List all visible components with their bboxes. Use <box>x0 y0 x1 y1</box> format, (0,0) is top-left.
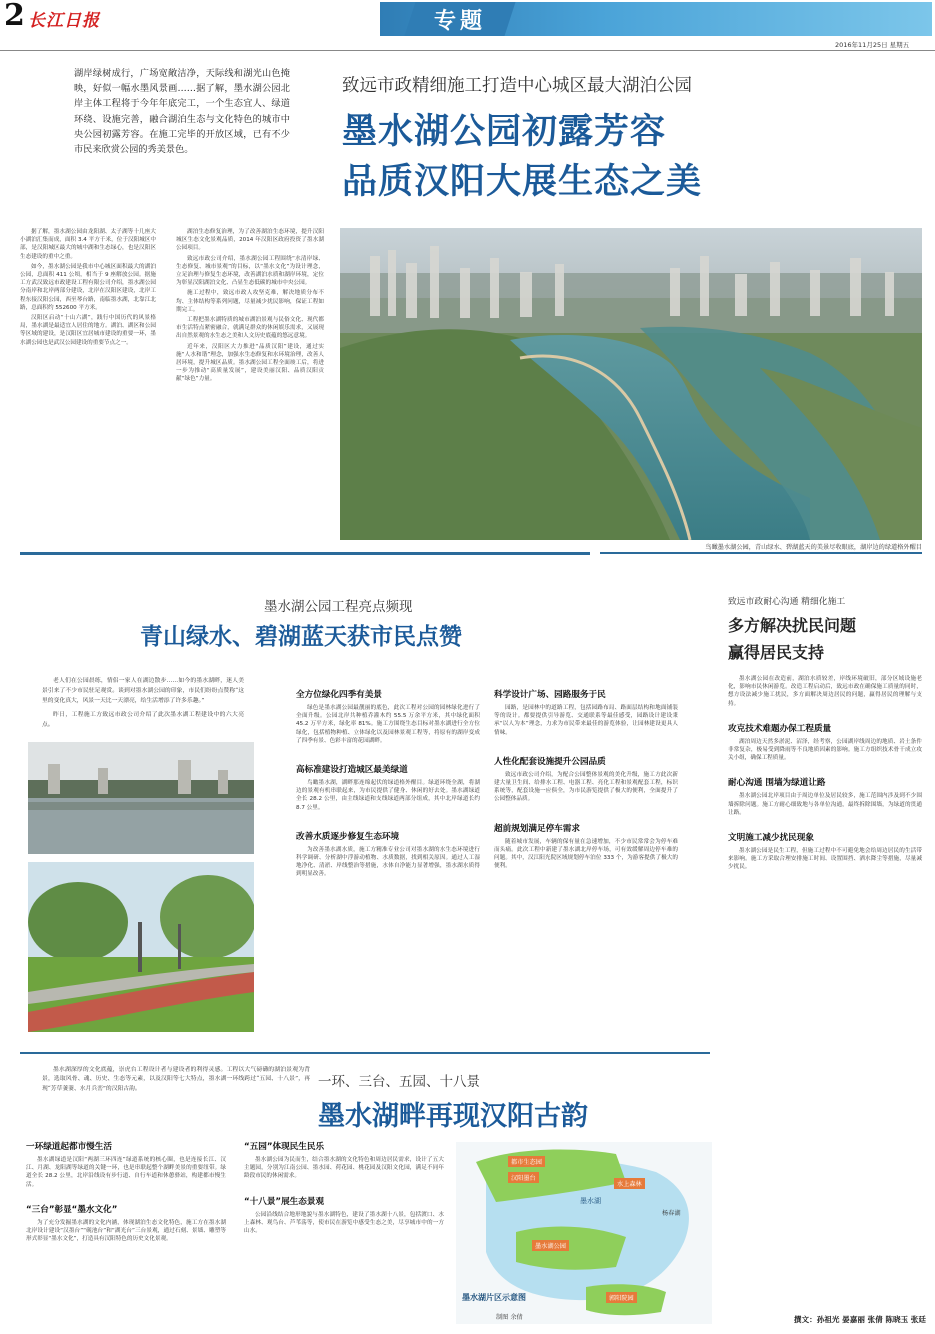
subsection-body: 随着城市发展，车辆的保有量在急速增加，不少市民常常会为停车难而头痛。此次工程中新建了墨水湖北岸停车场，可有效缓解周边停车难的问题。其中，汉江阳光院区域规划停车泊位 333 个，为游客提供了极大的便利。 <box>494 838 678 870</box>
map-label: 墨水湖公园 <box>532 1240 569 1251</box>
sidebar-title-2: 赢得居民支持 <box>728 643 825 662</box>
subsection-heading: 耐心沟通 围墙为绿道让路 <box>728 778 826 789</box>
subsection <box>244 1140 444 1181</box>
intro-paragraph: 近年来，汉阳区大力推进“品质汉阳”建设，通过实施“人水和谐”理念，加强水生态修复和水环境治理，改善人居环境，提升城区品质。墨水湖公园工程全面竣工后，将进一步为推动“高质量发展”，建设美丽汉阳、品质汉阳贡献“绿色”力量。 <box>176 343 324 383</box>
map-credit: 制图 余倩 <box>496 1314 523 1321</box>
newspaper-logo: 长江日报 <box>28 11 100 31</box>
section-divider <box>600 552 922 554</box>
intro-paragraph: 汉阳区启动“十山六湖”，践行中国历代的风景格局，墨水湖是最适宜人居住的地方。湖泊、湖区和公园等区域的建设，是汉阳区宜居城市建设的重要一环，墨水湖公园也是武汉公园建设的重要节点之一。 <box>20 315 156 346</box>
issue-date: 2016年11月25日 星期五 <box>835 41 910 49</box>
subsection-heading: 高标准建设打造城区最美绿道 <box>296 765 408 776</box>
subsection-heading: 文明施工减少扰民现象 <box>728 833 814 844</box>
intro-paragraph: 施工过程中，致远市政人攻坚克难，解决地质分布不均、主体结构等系列问题，尽量减少扰民影响，保证工程如期完工。 <box>176 290 324 313</box>
subsection-body: 墨水湖公园北岸项目由于周边单位及居民较多，施工范围内涉及到不少围墙拆除问题。施工方耐心细致地与各单位沟通，最终拆除围墙，为绿道的贯通让路。 <box>728 793 922 816</box>
subsection-body: 墨水湖公园是民生工程，但施工过程中不可避免地会给周边居民的生活带来影响。施工方采取合理安排施工时间、设置围挡、洒水降尘等措施，尽量减少扰民。 <box>728 848 922 871</box>
map-label: 杨春湖 <box>662 1210 681 1217</box>
sidebar <box>728 594 922 1314</box>
waterfront-photo-graphic <box>28 742 254 854</box>
intro-paragraph: 如今，墨水湖公园是我市中心城区面积最大的湖泊公园，总面积 411 公顷，相当于 9 座解放公园。据施工方武汉致远市政建设工程有限公司介绍，墨水湖公园分南岸和北岸两部分建设，北岸在汉阳区建设，北岸工程东接汉阳公园，西至琴台路，南临墨水湖，北靠江北路，总面积约 552600 平方米。 <box>20 263 156 311</box>
subsection-body: 为改善墨水湖水质，施工方精准专业公司对墨水湖的水生态环境进行科学调研、分析湖中浮游动植物、水质数据，找到相关原因。通过人工湿地净化、清淤、岸线整治等措施，水体自净能力显著增强，墨水湖水质得到明显改善。 <box>296 846 480 878</box>
subsection-heading: “十八景”展生态景观 <box>244 1196 325 1207</box>
section2-intro-text-2: 昨日，工程施工方致远市政公司介绍了此次墨水湖工程建设中的六大亮点。 <box>42 712 244 728</box>
greenway-photo <box>28 862 254 1032</box>
subsection-heading: 攻克技术难题办保工程质量 <box>728 723 832 734</box>
subsection <box>296 830 480 879</box>
waterfront-photo <box>28 742 254 854</box>
subsection-body: 墨水湖绿道是汉阳“两湖三环四连”绿道系统的核心圈，也是连接长江、汉江、月湖、龙阳湖等绿道的关键一环，也是串联起整个湖畔美景的重要纽带。绿道全长 28.2 公里，北岸沿线设有步行道、自行车道和休憩驿站，构建都市慢生活。 <box>26 1157 226 1188</box>
district-map <box>456 1142 712 1324</box>
section2-intro <box>42 676 244 730</box>
section3-column-a <box>26 1140 226 1324</box>
section2-intro-text: 老人们在公园晨练，情侣一家人在湖边散步……如今的墨水湖畔，迷人美景引来了不少市民驻足观赏。谈到对墨水湖公园的印象，市民们纷纷点赞称“这里的变化真大，风景一天比一天漂亮，给生活增添了许多乐趣。” <box>42 678 244 704</box>
subsection-body: 园路，是园林中的道路工程，包括园路布局、路面层结构和地面铺装等的设计。都要提供引导游览、交通联系等最佳感受，园路设计建设秉承“以人为本”理念，力求为市民带来最佳的游览体验，让园林建设更具人情味。 <box>494 705 678 736</box>
intro-column-2 <box>176 228 324 560</box>
subsection <box>494 688 678 737</box>
sidebar-title-1: 多方解决扰民问题 <box>728 616 857 635</box>
subsection <box>244 1195 444 1236</box>
subsection <box>26 1140 226 1189</box>
subsection-body: 为了充分发掘墨水湖的文化内涵，体现湖泊生态文化特色，施工方在墨水湖北岸设计建设“汉墨台”“砚池台”和“湖光台”三台景观，通过石刻、景墙、雕塑等形式彰显“墨水文化”，打造具有汉阳特色的历史文化景观。 <box>26 1219 226 1243</box>
subsection-body: 墨水湖公园为民而生，结合墨水湖的文化特色和周边居民需求，设计了五大主题园，分别为江南公园、墨水园、荷花园、桃花园及汉阳文化园，满足不同年龄段市民的休闲需求。 <box>244 1157 444 1180</box>
intro-paragraph: 湖泊生态修复治理，为了改善湖泊生态环境，提升汉阳城区生态文化景观品质，2014 年汉阳区政府投资了墨水湖公园项目。 <box>176 229 324 252</box>
subsection-body: 致远市政公司介绍，为配合公园整体景观的美化升级，施工方此次新建大量卫生间、给排水工程、电器工程、亮化工程和景观配套工程，标识系统等，配套设施一应俱全，为市民游览提供了极大的便利，全面提升了公园整体品质。 <box>494 771 678 803</box>
intro-paragraph: 据了解，墨水湖公园由龙阳湖、太子湖等十几座大小湖泊汇集而成，面积 3.4 平方千米，位于汉阳城区中部，是汉阳城区最大的城中湖和生态绿心，也是汉阳区生态建设的重中之重。 <box>20 229 156 260</box>
section-divider <box>20 552 590 555</box>
map-label: 郭阳院园 <box>606 1292 637 1303</box>
subsection <box>728 831 922 872</box>
section2-column-a <box>296 688 480 1048</box>
aerial-photo <box>340 228 922 540</box>
subsection-heading: “三台”彰显“墨水文化” <box>26 1204 118 1215</box>
subsection <box>296 688 480 745</box>
subsection-heading: “五园”体现民生民乐 <box>244 1142 325 1152</box>
subsection-body: 湖泊周边天然多淤泥、沼泽，经考察，公园湖岸线周边的地质、岩土条件非常复杂，极易受到降雨等不良地质因素的影响。施工方组织技术骨干成立攻关小组，确保工程质量。 <box>728 738 922 762</box>
header-rule <box>0 50 935 51</box>
section2-column-b <box>494 688 678 1048</box>
section3-column-b <box>244 1140 444 1324</box>
page-number: 2 <box>4 0 25 33</box>
masthead <box>0 0 935 62</box>
section2-title: 青山绿水、碧湖蓝天获市民点赞 <box>140 624 462 650</box>
intro-column-1 <box>20 228 156 560</box>
subsection-heading: 科学设计广场、园路服务于民 <box>494 690 606 700</box>
lead-quote: 湖岸绿树成行，广场宽敞洁净，天际线和湖光山色掩映，好似一幅水墨风景画……据了解，墨水湖公园北岸主体工程将于今年年底完工，一个生态宜人、绿道环绕、设施完善，融合湖泊生态与文化特色的城市中央公园初露芳容。在施工完毕的开放区域，已有不少市民来欣赏公园的秀美景色。 <box>74 68 290 156</box>
headline-kicker: 致远市政精细施工打造中心城区最大湖泊公园 <box>342 76 692 96</box>
subsection <box>728 722 922 763</box>
section3-title: 墨水湖畔再现汉阳古韵 <box>318 1101 588 1132</box>
subsection-heading: 全方位绿化四季有美景 <box>296 690 382 700</box>
subsection-heading: 人性化配套设施提升公园品质 <box>494 756 606 767</box>
greenway-photo-graphic <box>28 862 254 1032</box>
section2-kicker: 墨水湖公园工程亮点频现 <box>264 599 413 615</box>
map-label: 都市生态园 <box>508 1156 545 1167</box>
byline-credits: 撰文：孙祖光 晏嘉丽 张倩 陈晓玉 张廷 <box>793 1315 926 1324</box>
map-label: 水上森林 <box>614 1178 645 1189</box>
map-label: 墨水湖 <box>580 1197 601 1205</box>
subsection-body: 鸟瞰墨水湖，湖畔那连绵起伏的绿道格外醒目。绿道环绕全湖，将湖边的景观有机串联起来，为市民提供了健身、休闲的好去处。墨水湖绿道全长 28.2 公里，由主线绿道和支线绿道两部分组成，其中北岸绿道长约 8.7 公里。 <box>296 780 480 811</box>
aerial-photo-caption: 鸟瞰墨水湖公园，青山绿水、碧湖蓝天的美景尽收眼底，湖岸边的绿道格外醒目 <box>705 544 922 551</box>
subsection-body: 绿色是墨水湖公园最靓丽的底色，此次工程对公园的园林绿化进行了全面升级。公园北岸共种植乔灌木约 55.5 万余平方米，其中绿化面积 45.2 万平方米，绿化率 81%。施工方围绕生态目标对墨水湖进行全方位绿化，包括植物种植、立体绿化以及园林景观工程等，将原有的湖岸变成了四季有景、色彩丰富的花园湖畔。 <box>296 705 480 744</box>
subsection <box>296 763 480 812</box>
aerial-photo-graphic <box>340 228 922 540</box>
section3-intro: 墨水湖深厚的文化底蕴，崇虎台工程设计者与建设者的利得灵感。工程以大气磅礴的湖泊景观为背景，选取风骨、魂、历史、生态等元素，以及汉阳等七大特点，墨水湖一环线跨过“五园、十八景”，再现“芳草萋萋、水月兵峦”的汉阳古韵。 <box>42 1067 310 1092</box>
map-title: 墨水湖片区示意图 <box>462 1293 526 1302</box>
section-divider <box>20 1052 710 1054</box>
subsection <box>494 755 678 804</box>
map-label: 汉阳墨台 <box>508 1172 539 1183</box>
sidebar-kicker: 致远市政耐心沟通 精细化施工 <box>728 597 846 607</box>
headline-title-2: 品质汉阳大展生态之美 <box>342 162 703 202</box>
subsection <box>728 776 922 817</box>
sidebar-intro: 墨水湖公园在改造前，湖泊水质较差，岸线环境破旧，部分区域设施老化，影响市民休闲游览。改造工程启动后，致远市政在确保施工质量的同时，想方设法减少施工扰民，多方面解决周边居民的问题，赢得居民的理解与支持。 <box>728 676 922 707</box>
intro-paragraph: 工程把墨水湖特质的城市湖泊景观与民俗文化、现代都市生活特点紧密融合，就满足群众的休闲娱乐需求，又展现出自然景观的水生态之美和人文历史底蕴的悠远意境。 <box>176 317 324 340</box>
subsection-body: 公园沿线结合地形地貌与墨水湖特色，建设了墨水湖十八景，包括渡口、水上森林、观鸟台、芦苇荡等，使市民在游览中感受生态之美，尽享城市中的一方山水。 <box>244 1211 444 1235</box>
subsection <box>494 822 678 871</box>
section-tag: 专题 <box>433 9 486 34</box>
headline-title-1: 墨水湖公园初露芳容 <box>342 112 667 152</box>
intro-paragraph: 致远市政公司介绍，墨水湖公园工程围绕“水清岸绿、生态修复、城市景观”的目标，以“墨水文化”为设计理念，立足治理与修复生态环境，改善湖泊水质和湖岸环境，定位为彰显汉阳湖泊文化、凸显生态低碳的城市中央公园。 <box>176 255 324 287</box>
section3-kicker: 一环、三台、五园、十八景 <box>318 1074 480 1090</box>
subsection-heading: 改善水质逐步修复生态环境 <box>296 831 400 842</box>
subsection-heading: 超前规划满足停车需求 <box>494 823 580 834</box>
subsection-heading: 一环绿道起都市慢生活 <box>26 1142 112 1152</box>
subsection <box>26 1203 226 1244</box>
